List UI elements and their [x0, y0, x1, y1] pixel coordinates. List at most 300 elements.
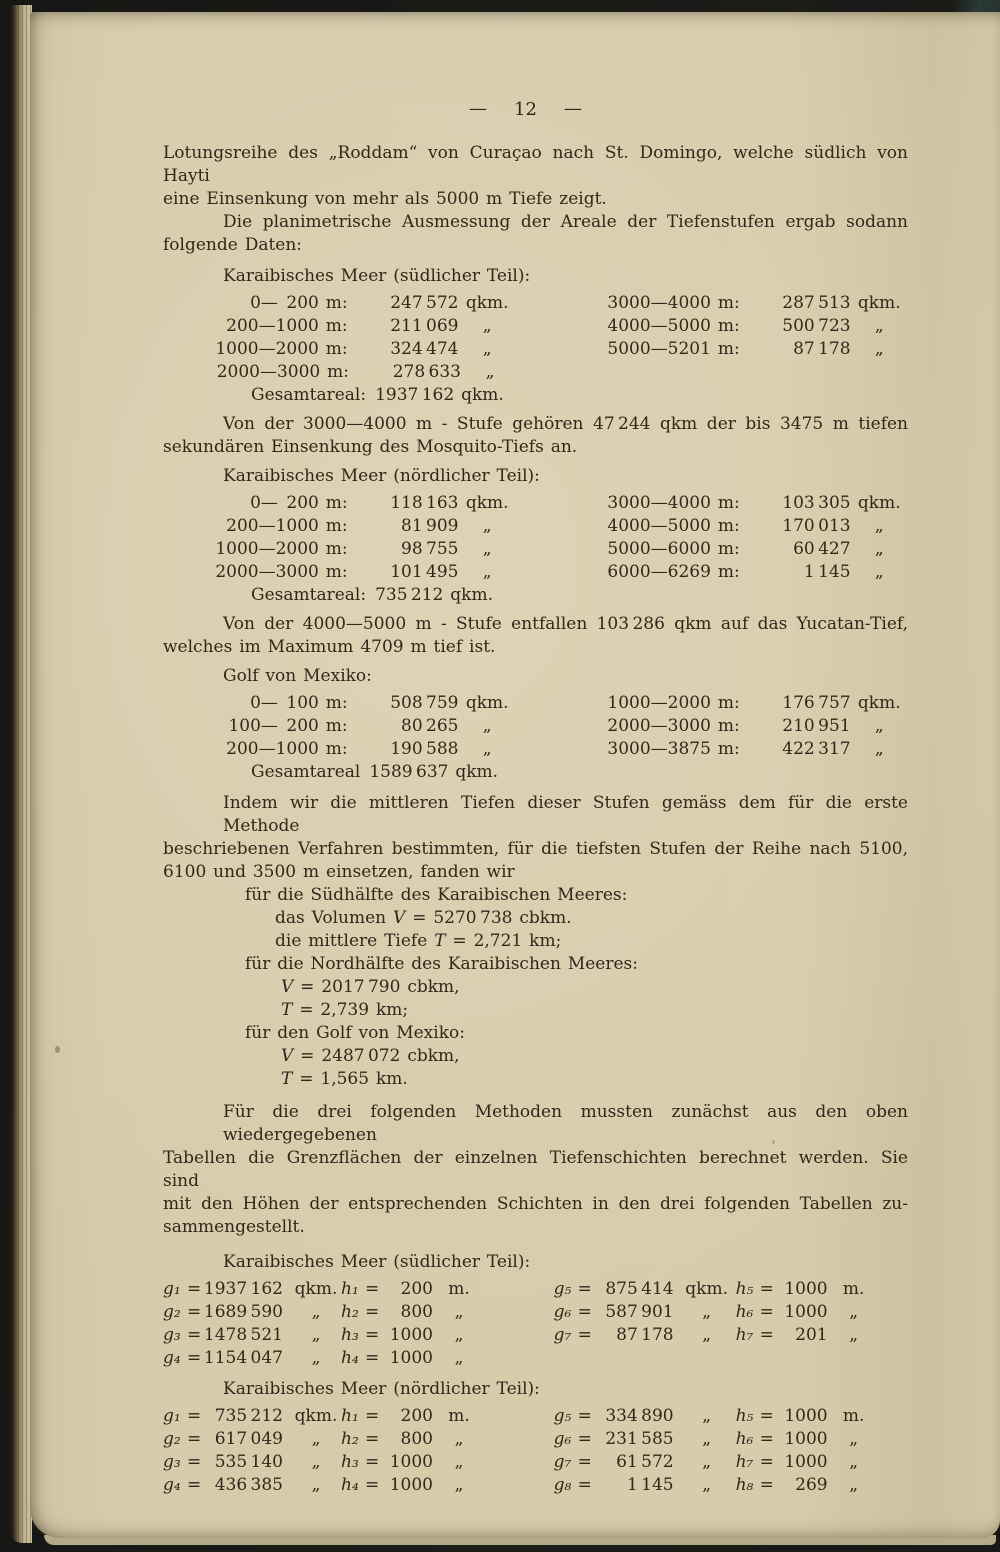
book-page: [30, 12, 1000, 1538]
equation-cell: [163, 1451, 341, 1474]
depth-range: 1000—2000 m:: [215, 339, 348, 359]
equals-sign: =: [577, 1406, 592, 1426]
book-gutter-edge: [10, 5, 32, 1543]
g-h-table-south: [163, 1278, 908, 1370]
depth-range: 0— 200 m:: [250, 493, 348, 513]
depth-range: 200—1000 m:: [226, 316, 348, 336]
equals-sign: =: [365, 1406, 380, 1426]
area-unit: qkm.: [857, 493, 901, 513]
table-row: [209, 692, 908, 715]
g-symbol: g₃: [163, 1325, 181, 1345]
variable-symbol: V: [393, 908, 406, 928]
value: 201: [795, 1325, 828, 1345]
variable-symbol: V: [281, 977, 294, 997]
equals-sign: =: [577, 1429, 592, 1449]
depth-range: 3000—4000 m:: [607, 493, 740, 513]
equals-sign: =: [577, 1325, 592, 1345]
text: für den Golf von Mexiko:: [245, 1023, 465, 1043]
value: 1689 590: [203, 1302, 283, 1322]
area-unit: „: [482, 716, 492, 736]
text-line: Von der 4000—5000 m - Stufe entfallen 103 286 qkm auf das Yucatan-Tief,: [223, 614, 908, 634]
unit: qkm.: [294, 1406, 338, 1426]
equals-sign: =: [365, 1302, 380, 1322]
equation-cell: [554, 1451, 736, 1474]
area-value: 190 588: [390, 739, 459, 759]
equals-sign: =: [187, 1302, 202, 1322]
table-row: [163, 1451, 908, 1474]
area-value: 60 427: [793, 539, 851, 559]
equation-cell: [341, 1405, 554, 1428]
area-value: 287 513: [782, 293, 851, 313]
value: 61 572: [616, 1452, 674, 1472]
h-symbol: h₄: [341, 1348, 359, 1368]
equation-cell-empty: [554, 1347, 736, 1370]
g-symbol: g₈: [553, 1475, 572, 1495]
g-symbol: g₅: [553, 1406, 572, 1426]
g-symbol: g₆: [553, 1429, 572, 1449]
area-unit: qkm.: [857, 293, 901, 313]
depth-range: 2000—3000 m:: [215, 562, 348, 582]
total-value: 1589 637 qkm.: [369, 762, 499, 782]
volume-line: [275, 930, 908, 953]
equation-cell: [736, 1474, 908, 1497]
area-unit: „: [874, 539, 884, 559]
equation-cell: [163, 1428, 341, 1451]
text: das Volumen: [275, 908, 394, 928]
area-unit: „: [485, 362, 495, 382]
g-symbol: g₃: [163, 1452, 181, 1472]
equals-sign: =: [187, 1348, 202, 1368]
h-symbol: h₇: [735, 1452, 754, 1472]
table-row: [209, 361, 908, 384]
text-line: sekundären Einsenkung des Mosquito-Tiefs an.: [163, 437, 578, 457]
text: die mittlere Tiefe: [275, 931, 435, 951]
value: 231 585: [605, 1429, 674, 1449]
unit: „: [702, 1325, 712, 1345]
unit: „: [311, 1452, 321, 1472]
equals-sign: =: [759, 1429, 774, 1449]
header-dash: —: [469, 98, 488, 119]
page-content: [30, 12, 1000, 1538]
value: 1478 521: [203, 1325, 283, 1345]
text-line: Für die drei folgenden Methoden mussten zunächst aus den oben wiedergegebenen: [223, 1102, 908, 1145]
equation-cell: [341, 1451, 554, 1474]
value: 1000: [784, 1302, 828, 1322]
depth-range: 100— 200 m:: [228, 716, 348, 736]
volume-line: [281, 999, 908, 1022]
area-value: 80 265: [401, 716, 459, 736]
table-row: [209, 561, 908, 584]
value: 875 414: [605, 1279, 674, 1299]
unit: „: [311, 1429, 321, 1449]
h-symbol: h₁: [341, 1406, 359, 1426]
depth-range: 1000—2000 m:: [607, 693, 740, 713]
equation-cell-empty: [736, 1347, 908, 1370]
section-heading-gtable-north: Karaibisches Meer (nördlicher Teil):: [223, 1379, 540, 1399]
unit: „: [454, 1325, 464, 1345]
area-unit: qkm.: [465, 693, 509, 713]
unit: qkm.: [685, 1279, 728, 1299]
table-row: [209, 492, 908, 515]
area-value: 211 069: [390, 316, 459, 336]
unit: „: [454, 1348, 464, 1368]
section-heading-golf: Golf von Mexiko:: [223, 666, 372, 686]
text-line: Von der 3000—4000 m - Stufe gehören 47 244 qkm der bis 3475 m tiefen: [223, 414, 908, 434]
equation-cell: [163, 1301, 341, 1324]
unit: m.: [448, 1406, 470, 1426]
unit: „: [311, 1325, 321, 1345]
paragraph-lotungsreihe: [163, 142, 908, 211]
table-row: [163, 1347, 908, 1370]
depth-range: 6000—6269 m:: [607, 562, 740, 582]
area-unit: „: [874, 339, 884, 359]
variable-symbol: T: [281, 1069, 293, 1089]
table-row: [209, 738, 908, 761]
paragraph-grenzflaechen: [163, 1101, 908, 1239]
depth-range: 2000—3000 m:: [607, 716, 740, 736]
equals-sign: =: [365, 1452, 380, 1472]
value: 1000: [784, 1429, 828, 1449]
unit: „: [454, 1475, 464, 1495]
area-unit: „: [482, 316, 492, 336]
depth-range: 3000—3875 m:: [607, 739, 740, 759]
table-row: [163, 1405, 908, 1428]
area-value: 98 755: [401, 539, 459, 559]
value: 617 049: [214, 1429, 283, 1449]
h-symbol: h₁: [341, 1279, 359, 1299]
value: = 2,739 km;: [292, 1000, 409, 1020]
area-unit: „: [482, 339, 492, 359]
value: 800: [400, 1429, 433, 1449]
depth-range: 2000—3000 m:: [216, 362, 349, 382]
table-row: [163, 1474, 908, 1497]
section-heading-south: Karaibisches Meer (südlicher Teil):: [223, 266, 531, 286]
volume-line: [245, 1022, 908, 1045]
value: = 2487 072 cbkm,: [293, 1046, 460, 1066]
unit: „: [311, 1475, 321, 1495]
value: = 1,565 km.: [292, 1069, 408, 1089]
equation-cell: [554, 1278, 736, 1301]
text-line: folgende Daten:: [163, 235, 303, 255]
area-unit: „: [874, 562, 884, 582]
depth-range: 3000—4000 m:: [607, 293, 740, 313]
area-value: 81 909: [401, 516, 459, 536]
area-value: 176 757: [782, 693, 851, 713]
table-row: [209, 292, 908, 315]
unit: „: [454, 1429, 464, 1449]
volume-line: [245, 884, 908, 907]
total-row: [251, 384, 908, 407]
table-row: [163, 1324, 908, 1347]
paragraph-mosquito-tief: [163, 413, 908, 459]
equation-cell: [736, 1428, 908, 1451]
area-unit: „: [874, 516, 884, 536]
table-row: [163, 1278, 908, 1301]
total-label: Gesamtareal:: [251, 385, 367, 405]
depth-range: 4000—5000 m:: [607, 316, 740, 336]
equals-sign: =: [577, 1452, 592, 1472]
equals-sign: =: [759, 1406, 774, 1426]
table-row: [209, 715, 908, 738]
equals-sign: =: [759, 1279, 774, 1299]
unit: „: [702, 1406, 712, 1426]
equals-sign: =: [365, 1279, 380, 1299]
unit: qkm.: [294, 1279, 338, 1299]
volume-line: [281, 1068, 908, 1091]
depth-range: 0— 100 m:: [250, 693, 348, 713]
section-heading-gtable-south: Karaibisches Meer (südlicher Teil):: [223, 1252, 531, 1272]
value: = 2,721 km;: [445, 931, 562, 951]
unit: „: [849, 1452, 858, 1472]
equals-sign: =: [759, 1475, 774, 1495]
equation-cell: [163, 1405, 341, 1428]
unit: „: [849, 1475, 858, 1495]
equals-sign: =: [759, 1325, 774, 1345]
g-symbol: g₁: [163, 1406, 181, 1426]
unit: „: [311, 1302, 321, 1322]
equals-sign: =: [759, 1452, 774, 1472]
unit: „: [311, 1348, 321, 1368]
volume-line: [275, 907, 908, 930]
equation-cell: [163, 1324, 341, 1347]
equation-cell: [554, 1324, 736, 1347]
equation-cell: [341, 1474, 554, 1497]
depth-range: 4000—5000 m:: [607, 516, 740, 536]
area-unit: „: [482, 562, 492, 582]
depth-range: 1000—2000 m:: [215, 539, 348, 559]
area-value: 103 305: [782, 493, 851, 513]
equation-cell: [554, 1301, 736, 1324]
table-row: [163, 1301, 908, 1324]
total-value: 1937 162 qkm.: [375, 385, 504, 405]
paragraph-planimetrische: [163, 211, 908, 257]
volume-line: [245, 953, 908, 976]
value: 1000: [389, 1325, 433, 1345]
h-symbol: h₃: [341, 1452, 359, 1472]
area-value: 87 178: [793, 339, 851, 359]
equals-sign: =: [187, 1452, 202, 1472]
page-number-header: [143, 98, 908, 122]
text-line: sammengestellt.: [163, 1217, 305, 1237]
g-symbol: g₁: [163, 1279, 181, 1299]
area-unit: „: [874, 316, 884, 336]
total-row: [251, 761, 908, 784]
equation-cell: [163, 1278, 341, 1301]
equals-sign: =: [365, 1348, 380, 1368]
h-symbol: h₂: [341, 1429, 359, 1449]
table-row: [209, 538, 908, 561]
equals-sign: =: [365, 1325, 380, 1345]
value: 535 140: [214, 1452, 283, 1472]
value: 1154 047: [203, 1348, 283, 1368]
equation-cell: [736, 1405, 908, 1428]
value: 1000: [389, 1475, 433, 1495]
g-symbol: g₂: [163, 1302, 181, 1322]
depth-range: 200—1000 m:: [226, 739, 348, 759]
h-symbol: h₅: [735, 1279, 754, 1299]
value: 1000: [784, 1279, 828, 1299]
value: 269: [795, 1475, 828, 1495]
h-symbol: h₈: [735, 1475, 754, 1495]
equation-cell: [341, 1301, 554, 1324]
text-line: beschriebenen Verfahren bestimmten, für die tiefsten Stufen der Reihe nach 5100,: [163, 839, 908, 859]
h-symbol: h₄: [341, 1475, 359, 1495]
depth-range: 200—1000 m:: [226, 516, 348, 536]
total-label: Gesamtareal: [251, 762, 361, 782]
value: 587 901: [605, 1302, 674, 1322]
equals-sign: =: [187, 1475, 202, 1495]
value: 200: [400, 1279, 433, 1299]
depth-table-north: [163, 492, 908, 607]
volume-line: [281, 976, 908, 999]
area-unit: „: [482, 739, 492, 759]
equation-cell: [736, 1324, 908, 1347]
equals-sign: =: [187, 1406, 202, 1426]
equation-cell: [736, 1278, 908, 1301]
value: 1000: [389, 1452, 433, 1472]
area-value: 1 145: [803, 562, 851, 582]
g-h-table-north: [163, 1405, 908, 1497]
area-unit: „: [874, 739, 884, 759]
text-line: 6100 und 3500 m einsetzen, fanden wir: [163, 862, 515, 882]
equals-sign: =: [365, 1429, 380, 1449]
variable-symbol: T: [434, 931, 446, 951]
unit: „: [702, 1475, 712, 1495]
area-value: 278 633: [392, 362, 461, 382]
text-line: welches im Maximum 4709 m tief ist.: [163, 637, 496, 657]
area-unit: qkm.: [857, 693, 901, 713]
equals-sign: =: [187, 1325, 202, 1345]
area-unit: qkm.: [465, 293, 509, 313]
value: 1 145: [626, 1475, 674, 1495]
total-value: 735 212 qkm.: [375, 585, 493, 605]
equation-cell: [554, 1405, 736, 1428]
unit: „: [702, 1429, 712, 1449]
text-line: Indem wir die mittleren Tiefen dieser Stufen gemäss dem für die erste Methode: [223, 793, 908, 836]
area-value: 324 474: [390, 339, 459, 359]
text-line: Tabellen die Grenzflächen der einzelnen Tiefenschichten berechnet werden. Sie sind: [163, 1148, 908, 1191]
equals-sign: =: [577, 1279, 592, 1299]
equals-sign: =: [187, 1429, 202, 1449]
value: 800: [400, 1302, 433, 1322]
depth-range: 0— 200 m:: [250, 293, 348, 313]
volume-line: [281, 1045, 908, 1068]
table-row: [209, 315, 908, 338]
equals-sign: =: [759, 1302, 774, 1322]
section-heading-north: Karaibisches Meer (nördlicher Teil):: [223, 466, 540, 486]
text: für die Nordhälfte des Karaibischen Meeres:: [245, 954, 638, 974]
area-unit: „: [874, 716, 884, 736]
g-symbol: g₇: [553, 1325, 572, 1345]
area-value: 101 495: [390, 562, 459, 582]
g-symbol: g₂: [163, 1429, 181, 1449]
area-value: 500 723: [782, 316, 851, 336]
g-symbol: g₇: [553, 1452, 572, 1472]
h-symbol: h₆: [735, 1429, 754, 1449]
table-row: [209, 515, 908, 538]
unit: „: [702, 1452, 712, 1472]
area-unit: „: [482, 516, 492, 536]
value: 1937 162: [203, 1279, 283, 1299]
value: 87 178: [616, 1325, 674, 1345]
h-symbol: h₆: [735, 1302, 754, 1322]
value: 735 212: [214, 1406, 283, 1426]
value: = 2017 790 cbkm,: [293, 977, 460, 997]
h-symbol: h₂: [341, 1302, 359, 1322]
unit: „: [849, 1325, 858, 1345]
equation-cell: [554, 1428, 736, 1451]
area-value: 422 317: [782, 739, 851, 759]
equals-sign: =: [577, 1302, 592, 1322]
volume-results: [163, 884, 908, 1091]
area-value: 118 163: [390, 493, 459, 513]
equation-cell: [554, 1474, 736, 1497]
equation-cell: [341, 1428, 554, 1451]
value: 334 890: [605, 1406, 674, 1426]
area-value: 210 951: [782, 716, 851, 736]
area-value: 247 572: [390, 293, 459, 313]
header-dash: —: [563, 98, 582, 119]
equation-cell: [341, 1347, 554, 1370]
text-line: mit den Höhen der entsprechenden Schichten in den drei folgenden Tabellen zu-: [163, 1194, 908, 1214]
text-line: Lotungsreihe des „Roddam“ von Curaçao nach St. Domingo, welche südlich von Hayti: [163, 143, 908, 186]
equation-cell: [341, 1278, 554, 1301]
value: 200: [400, 1406, 433, 1426]
equation-cell: [163, 1347, 341, 1370]
depth-table-south: [163, 292, 908, 407]
total-label: Gesamtareal:: [251, 585, 367, 605]
value: 436 385: [214, 1475, 283, 1495]
g-symbol: g₅: [553, 1279, 572, 1299]
value: 1000: [389, 1348, 433, 1368]
area-unit: qkm.: [465, 493, 509, 513]
unit: „: [454, 1452, 464, 1472]
unit: „: [849, 1302, 858, 1322]
h-symbol: h₅: [735, 1406, 754, 1426]
text-line: eine Einsenkung von mehr als 5000 m Tiefe zeigt.: [163, 189, 607, 209]
area-value: 170 013: [782, 516, 851, 536]
unit: m.: [842, 1406, 865, 1426]
unit: m.: [842, 1279, 865, 1299]
value: 1000: [784, 1406, 828, 1426]
text: für die Südhälfte des Karaibischen Meeres:: [245, 885, 628, 905]
variable-symbol: V: [281, 1046, 294, 1066]
equals-sign: =: [187, 1279, 202, 1299]
page-number: 12: [514, 99, 537, 120]
area-unit: „: [482, 539, 492, 559]
equation-cell: [736, 1451, 908, 1474]
equation-cell: [736, 1301, 908, 1324]
variable-symbol: T: [281, 1000, 293, 1020]
unit: m.: [448, 1279, 470, 1299]
depth-range: 5000—6000 m:: [607, 539, 740, 559]
g-symbol: g₆: [553, 1302, 572, 1322]
depth-range: 5000—5201 m:: [607, 339, 740, 359]
h-symbol: h₃: [341, 1325, 359, 1345]
total-row: [251, 584, 908, 607]
value: 1000: [784, 1452, 828, 1472]
text-line: Die planimetrische Ausmessung der Areale der Tiefenstufen ergab sodann: [223, 212, 908, 232]
table-row: [209, 338, 908, 361]
h-symbol: h₇: [735, 1325, 754, 1345]
g-symbol: g₄: [163, 1475, 181, 1495]
depth-table-golf: [163, 692, 908, 784]
equals-sign: =: [577, 1475, 592, 1495]
equals-sign: =: [365, 1475, 380, 1495]
equation-cell: [341, 1324, 554, 1347]
equation-cell: [163, 1474, 341, 1497]
value: = 5270 738 cbkm.: [405, 908, 572, 928]
